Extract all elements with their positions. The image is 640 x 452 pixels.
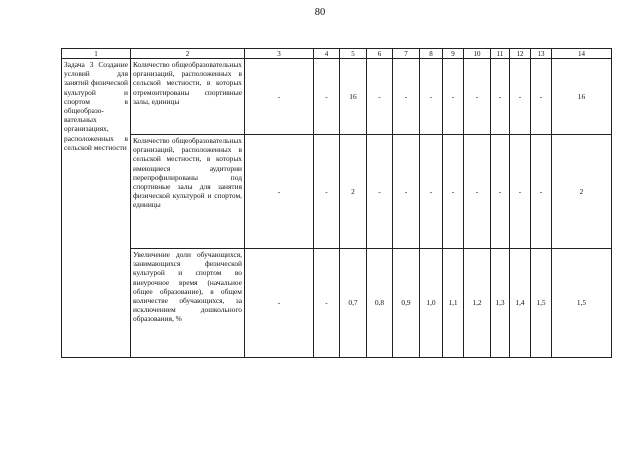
column-number: 2 (131, 49, 245, 59)
indicator-cell (131, 135, 245, 249)
indicator-cell (131, 249, 245, 358)
column-number: 13 (531, 49, 552, 59)
value-cell: - (245, 249, 314, 358)
value-cell: - (531, 135, 552, 249)
indicator-text: Количество общеобразовательных организаций, расположенных в сельской местности, в которых отремонтированы спортивные залы, единицы (133, 60, 242, 106)
value-cell: - (367, 135, 393, 249)
page-number: 80 (314, 7, 326, 18)
value-cell: 1,5 (531, 249, 552, 358)
value-cell: 1,2 (464, 249, 491, 358)
value-cell: 1,1 (443, 249, 464, 358)
value-cell: - (491, 59, 510, 135)
column-number: 8 (420, 49, 443, 59)
value-cell: 0,7 (340, 249, 367, 358)
task-cell (62, 59, 131, 249)
column-number: 10 (464, 49, 491, 59)
value-cell: 16 (552, 59, 612, 135)
value-cell: 1,0 (420, 249, 443, 358)
value-cell: - (393, 59, 420, 135)
value-cell: 0,8 (367, 249, 393, 358)
value-cell: - (367, 59, 393, 135)
table-row (62, 59, 612, 135)
value-cell: - (314, 135, 340, 249)
table-row (62, 135, 612, 249)
column-number: 14 (552, 49, 612, 59)
value-cell: 16 (340, 59, 367, 135)
value-cell: - (314, 249, 340, 358)
value-cell: - (531, 59, 552, 135)
value-cell: - (245, 59, 314, 135)
value-cell: - (314, 59, 340, 135)
indicator-text: Увеличение доли обучающихся, занимающихся физической культурой и спортом во внеурочное время (начальное общее образование), в общем количестве обучающихся, за исключением дошкольного образования, % (133, 250, 242, 324)
column-number: 3 (245, 49, 314, 59)
value-cell: - (443, 59, 464, 135)
column-number: 5 (340, 49, 367, 59)
task-cell-continued (62, 249, 131, 358)
column-number-row (62, 49, 612, 59)
value-cell: - (510, 135, 531, 249)
value-cell: - (393, 135, 420, 249)
value-cell: 2 (340, 135, 367, 249)
column-number: 6 (367, 49, 393, 59)
value-cell: - (464, 135, 491, 249)
value-cell: - (510, 59, 531, 135)
table-row (62, 249, 612, 358)
value-cell: 2 (552, 135, 612, 249)
column-number: 11 (491, 49, 510, 59)
value-cell: - (443, 135, 464, 249)
indicators-table (61, 48, 612, 358)
value-cell: 1,5 (552, 249, 612, 358)
task-text: Задача 3 Создание условий для занятий физической культурой и спортом в общеобразо-вательных организациях, расположенных в сельской местности (64, 60, 128, 152)
value-cell: - (464, 59, 491, 135)
column-number: 4 (314, 49, 340, 59)
column-number: 1 (62, 49, 131, 59)
column-number: 7 (393, 49, 420, 59)
value-cell: 1,3 (491, 249, 510, 358)
indicator-cell (131, 59, 245, 135)
value-cell: 0,9 (393, 249, 420, 358)
value-cell: - (491, 135, 510, 249)
column-number: 12 (510, 49, 531, 59)
indicator-text: Количество общеобразовательных организаций, расположенных в сельской местности, в которых имеющиеся аудитории перепрофилированы под спортивные залы для занятия физической культурой и спортом, единицы (133, 136, 242, 210)
column-number: 9 (443, 49, 464, 59)
value-cell: - (420, 59, 443, 135)
value-cell: 1,4 (510, 249, 531, 358)
value-cell: - (245, 135, 314, 249)
value-cell: - (420, 135, 443, 249)
